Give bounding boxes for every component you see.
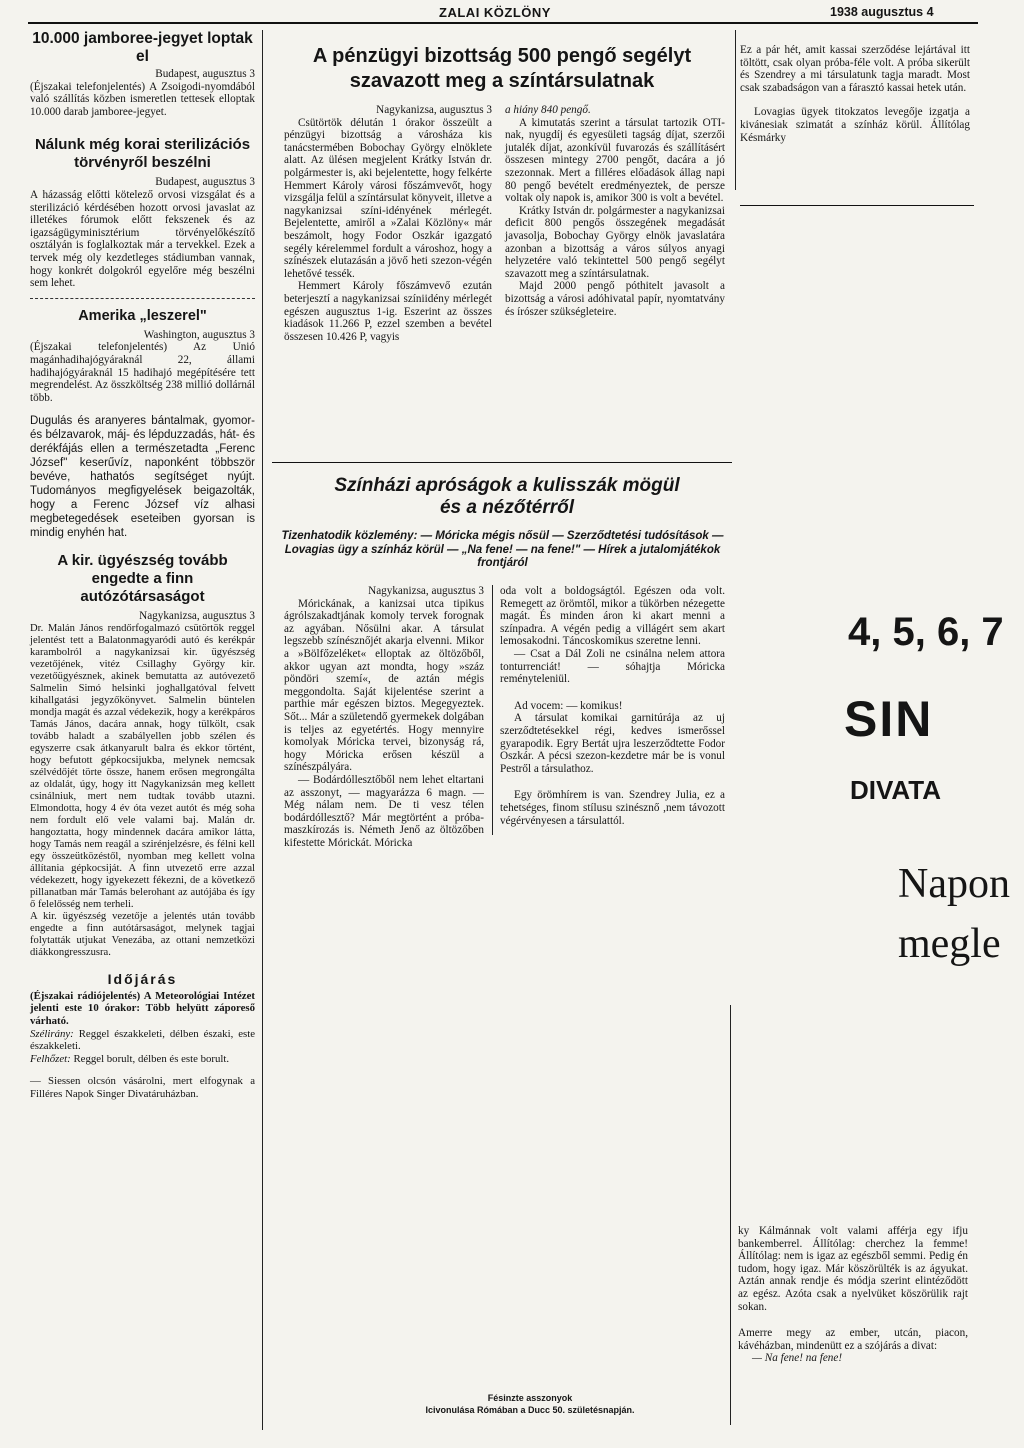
article-body: (Éjszakai telefonjelentés) A Zsoigodi-nyomdából való szállítás közben ismeretlen tettesek elloptak 10.000 darab jamboree-jegyet. [30,80,255,118]
article-body: Hemmert Károly főszámvevő ezután beterjesztí a nagykanizsai színiidény mérlegét egészen augusztus 1-ig. Eszerint az összes kiadások 11.266 P, ezzel szemben a bevétel összesen 10.426 P, vagyis [284,280,492,343]
feature-left-column [284,585,484,849]
dateline: Washington, augusztus 3 [143,328,255,341]
advert-text: Dugulás és aranyeres bántalmak, gyomor- és bélzavarok, máj- és lépduzzadás, hát- és derékfájás ellen a természetadta „Ferenc József" keserűvíz, naponként többször bevéve, hathatós segítséget nyújt. Tudományos megfigyelések beigazolták, hogy a Ferenc József víz alhasi megbetegedések eseteiben gyorsan is mindig enyhén hat. [30,415,255,540]
issue-date: 1938 augusztus 4 [830,5,934,19]
advert-numbers: 4, 5, 6, 7 [848,610,1004,654]
article-title: 10.000 jamboree-jegyet loptak el [32,30,253,65]
caption-line: Icivonulása Rómában a Ducc 50. születésnapján. [425,1405,635,1415]
feature-subtitle: Tizenhatodik közlemény: — Móricka mégis nősül — Szerződtetési tudósítások — Lovagias ügy a színház körül — „Na fene! — na fene!" — Hírek a jutalomjátékok frontjáról [281,530,724,569]
weather-wind-text: Reggel északkeleti, délben északi, este északkeleti. [30,1027,255,1053]
article-body: A kir. ügyészség vezetője a jelentés után tovább engedte a finn autótársaságot, melynek tagjai folytatták utjukat Venezába, az ottani nemzetközi diákkongresszusra. [30,910,255,958]
article-body: Ad vocem: — komikus! [514,699,623,712]
article-body: oda volt a boldogságtól. Egészen oda volt. Remegett az örömtől, mikor a tükörben nézegette magát. És minden áron ki akart menni a színpadra. A végén pedig a villágért sem akart lemosakodni. Táncoskomikus szeretne lenni. [500,585,725,648]
column-4-top [740,44,970,144]
column-3 [505,104,725,318]
weather-cloud-text: Reggel borult, délben és este borult. [73,1052,230,1065]
divider [30,298,255,299]
section-rule [740,205,974,206]
article-body: Csütörtök délután 1 órakor összeült a pénzügyi bizottság a városháza kis tanácstermében Bobochay György elnöklete alatt. Az ülésen megjelent Krátky István dr. polgármester is, aki bejelentette, hogy felkérte Hemmert Károly városi főszámvevőt, hogy vizsgálja felül a színtársulat könyveit, illetve a nagykanizsai színi-idényének mérlegét. Bejelentette, amiről a »Zalai Közlöny« már beszámolt, hogy Fodor Oszkár igazgató segély kérelemmel fordult a városhoz, hogy a színészek elutazásán a jövő heti szezon-végén lehetővé tessék. [284,116,492,280]
article-body: (Éjszakai telefonjelentés) Az Unió magánhadihajógyáraknál 22, állami hadihajógyáraknál 15 hadihajó megépítésére tett megrendelést. Az összköltség 238 millió dollárnál több. [30,341,255,404]
column-1 [30,30,255,1101]
article-body: — Bodárdóllesztőből nem lehet eltartani az asszonyt, — magyarázza 6 magn. — Még nálam nem. De ti vesz télen bodárdóllesztő? Már megtörtént a próba-maszkírozás is. Németh Jenő az öltözőben kifestette Mórickát. Móricka [284,773,484,849]
newspaper-name: ZALAI KÖZLÖNY [439,5,551,20]
article-body: Dr. Malán János rendőrfogalmazó csütörtök reggel jelentést tett a Balatonmagyaródi autó és kerékpár karambolról a nagykanizsai kir. ügyészség vezetőjének, vitéz Csillaghy György kir. vezetőügyésznek, akinek bemutatta az autóvezető Salmelin Simó helsinki joghallgatóval felvett kihallgatási jegyzőkönyvet. Salmelin büntelen mondja magát és azzal védekezik, hogy a kerékpáros Tamás János, dacára annak, hogy tülkölt, csak tovább haladt a szabályellen jobb szélen és egyszerre csak átkanyarult balra és ekkor történt, hogy befutott gépkocsijukba, melynek nemcsak szélvédőjét törte össze, hanem erősen megrongálta az oldalát, úgy, hogy itt Nagykanizsán meg kellett csinálniuk, mert nem tudtak tovább utazni. Elmondotta, hogy 4 év óta vezet autót és még soha nem fordult elő vele valami baj. Malán dr. hangoztatta, hogy mindennek dacára amikor látta, hogy Tamás nem reagál a szirénjelzésre, és félni kell egy összeütközéstől, nyomban meg kellett volna állítania gépkocsiját. A finn utvezető erre azzal védekezett, hogy igyekezett fékezni, de a következő pillanatban már Tamás belerohant az autójába és így ő felelősség nem terheli. [30,622,255,910]
main-headline: A pénzügyi bizottság 500 pengő segélyt szavazott meg a színtársulatnak [312,45,692,92]
dateline: Nagykanizsa, augusztus 3 [368,585,484,597]
weather-cloud [30,1053,255,1066]
article-body: Ez a pár hét, amit kassai szerződése lejártával itt töltött, csak olyan próba-féle volt. A próba sikerült és Szendrey a mi társulatunk tagja maradt. Most csak szabadságon van a fárasztó kassai hetek után. [740,44,970,94]
section-rule [272,462,732,463]
article-body: A társulat komikai garnitúrája az uj szerződtetésekkel régi, kedves ismerőssel gyarapodik. Egry Bertát ujra leszerződtette Fodor Oszkár. A pécsi szezon-kezdetre már be is vonul Pestről a társulathoz. [500,712,725,775]
side-advert [844,600,1010,1020]
article-title: Amerika „leszerel" [78,307,207,324]
photo-caption [380,1392,680,1416]
column-2 [284,104,492,343]
article-body: — Csat a Dál Zoli ne csinálna nelem attora tonturrenciát! — sóhajtja Móricka reményteleniül. [500,647,725,686]
column-divider [735,30,736,190]
advert-word: Napon [898,861,1010,907]
weather-cloud-label: Felhőzet: [30,1052,71,1065]
column-4-bottom [738,1225,968,1365]
feature-right-column [500,585,725,827]
article-body: — Na fene! na fene! [752,1352,843,1365]
article-body: Majd 2000 pengő póthitelt javasolt a bizottság a városi adóhivatal papír, nyomtatvány és írószer szükségleteire. [505,280,725,318]
dateline: Budapest, augusztus 3 [155,68,255,80]
column-divider [730,1005,731,1425]
weather-wind [30,1028,255,1053]
header-rule [28,22,978,24]
feature-title-2: és a nézőtérről [439,497,575,518]
dateline: Nagykanizsa, augusztus 3 [139,610,255,623]
article-body: a hiány 840 pengő. [505,104,591,116]
advert-word: SIN [844,691,934,747]
feature-title: Színházi apróságok a kulisszák mögül [334,475,680,496]
dateline: Nagykanizsa, augusztus 3 [376,104,492,116]
article-title: Nálunk még korai sterilizációs törvényről beszélni [34,136,251,172]
weather-title: Időjárás [107,970,178,987]
dateline: Budapest, augusztus 3 [155,176,255,189]
weather-intro: (Éjszakai rádiójelentés) A Meteorológiai Intézet jelenti este 10 órakor: Több helyütt záporeső várható. [30,989,255,1028]
column-divider [262,30,263,1430]
article-body: A házasság előtti kötelező orvosi vizsgálat és a sterilizáció kérdésében hozott orvosi javaslat az illetékes fórumok előtt fekszenek és az igazságügyminisztérium törvényelőkészítő osztályán is foglalkoztak már a tervekkel. Ezek a tervek még oly kezdetleges stádiumban vannak, hogy konkrét dolgokról egyelőre még beszélni sem lehet. [30,188,255,290]
article-body: Egy örömhírem is van. Szendrey Julia, ez a tehetséges, finom stílusu szinésznő ,nem távozott végérvényesen a társulattól. [500,789,725,827]
advert-word: megle [898,921,1001,967]
article-body: Mórickának, a kanizsai utca tipikus ágrólszakadtjának komoly tervek forognak az agyában. Nősülni akar. A társulat legszebb színésznőjét akarja elvenni. Mikor a »Bölfőzeléket« elloptak az öltözőből, akkor ugyan azt mondta, hogy »száz pöndöri szemí«, de aztán mégis meggondolta. Saját kijelentése szerint a parthie már egészen biztos. Megegyeztek. Sőt... Már a születendő gyermekek dolgában is teljes az egyetértés. Hogy mennyire komolyak Móricka tervei, bizonyság rá, hogy Móricka erősen készül a színészpályára. [284,597,484,774]
advert-word: DIVATA [850,775,941,805]
weather-wind-label: Szélirány: [30,1027,74,1040]
article-body: Krátky István dr. polgármester a nagykanizsai deficit 800 pengős összegének megadását javasolja, Bobochay György elnök javaslatára azonban a bizottság a város súlyos anyagi helyzetére való tekintettel 500 pengő segélyt szavazott meg a színtársulatnak. [505,204,725,280]
article-body: Amerre megy az ember, utcán, piacon, kávéházban, mindenütt ez a szójárás a divat: [738,1327,968,1352]
article-title: A kir. ügyészség tovább engedte a finn autózótársaságot [57,552,228,606]
article-body: Lovagias ügyek titokzatos levegője izgatja a kivánesiak szimatát a színház körül. Állítólag Késmárky [740,106,970,144]
column-divider [492,585,493,835]
advert-text: — Siessen olcsón vásárolni, mert elfogynak a Filléres Napok Singer Divatáruházban. [30,1075,255,1101]
article-body: A kimutatás szerint a társulat tartozik OTI-nak, nyugdíj és egyesületi tagság díjat, szerzői jutalék díjat, azonkívül fuvarozás és szállításért összesen mintegy 2700 pengőt, dacára a jó szezonnak. Mert a filléres előadások állag napi 80 pengő bevételt eredményeztek, de persze voltak oly napok is, amikor 300 is volt a bevétel. [505,116,725,205]
article-body: ky Kálmánnak volt valami afférja egy ifju bankemberrel. Állítólag: cherchez la femme! Állítólag: nem is igaz az egészből semmi. Pedig én tudom, hogy igaz. Már köszörülték is az ágyukat. Aztán annak rendje és módja szerint elintéződött az egész. Azóta csak a nyelvüket köszörülik rajt sokan. [738,1225,968,1313]
caption-line: Fésinzte asszonyok [487,1393,573,1403]
